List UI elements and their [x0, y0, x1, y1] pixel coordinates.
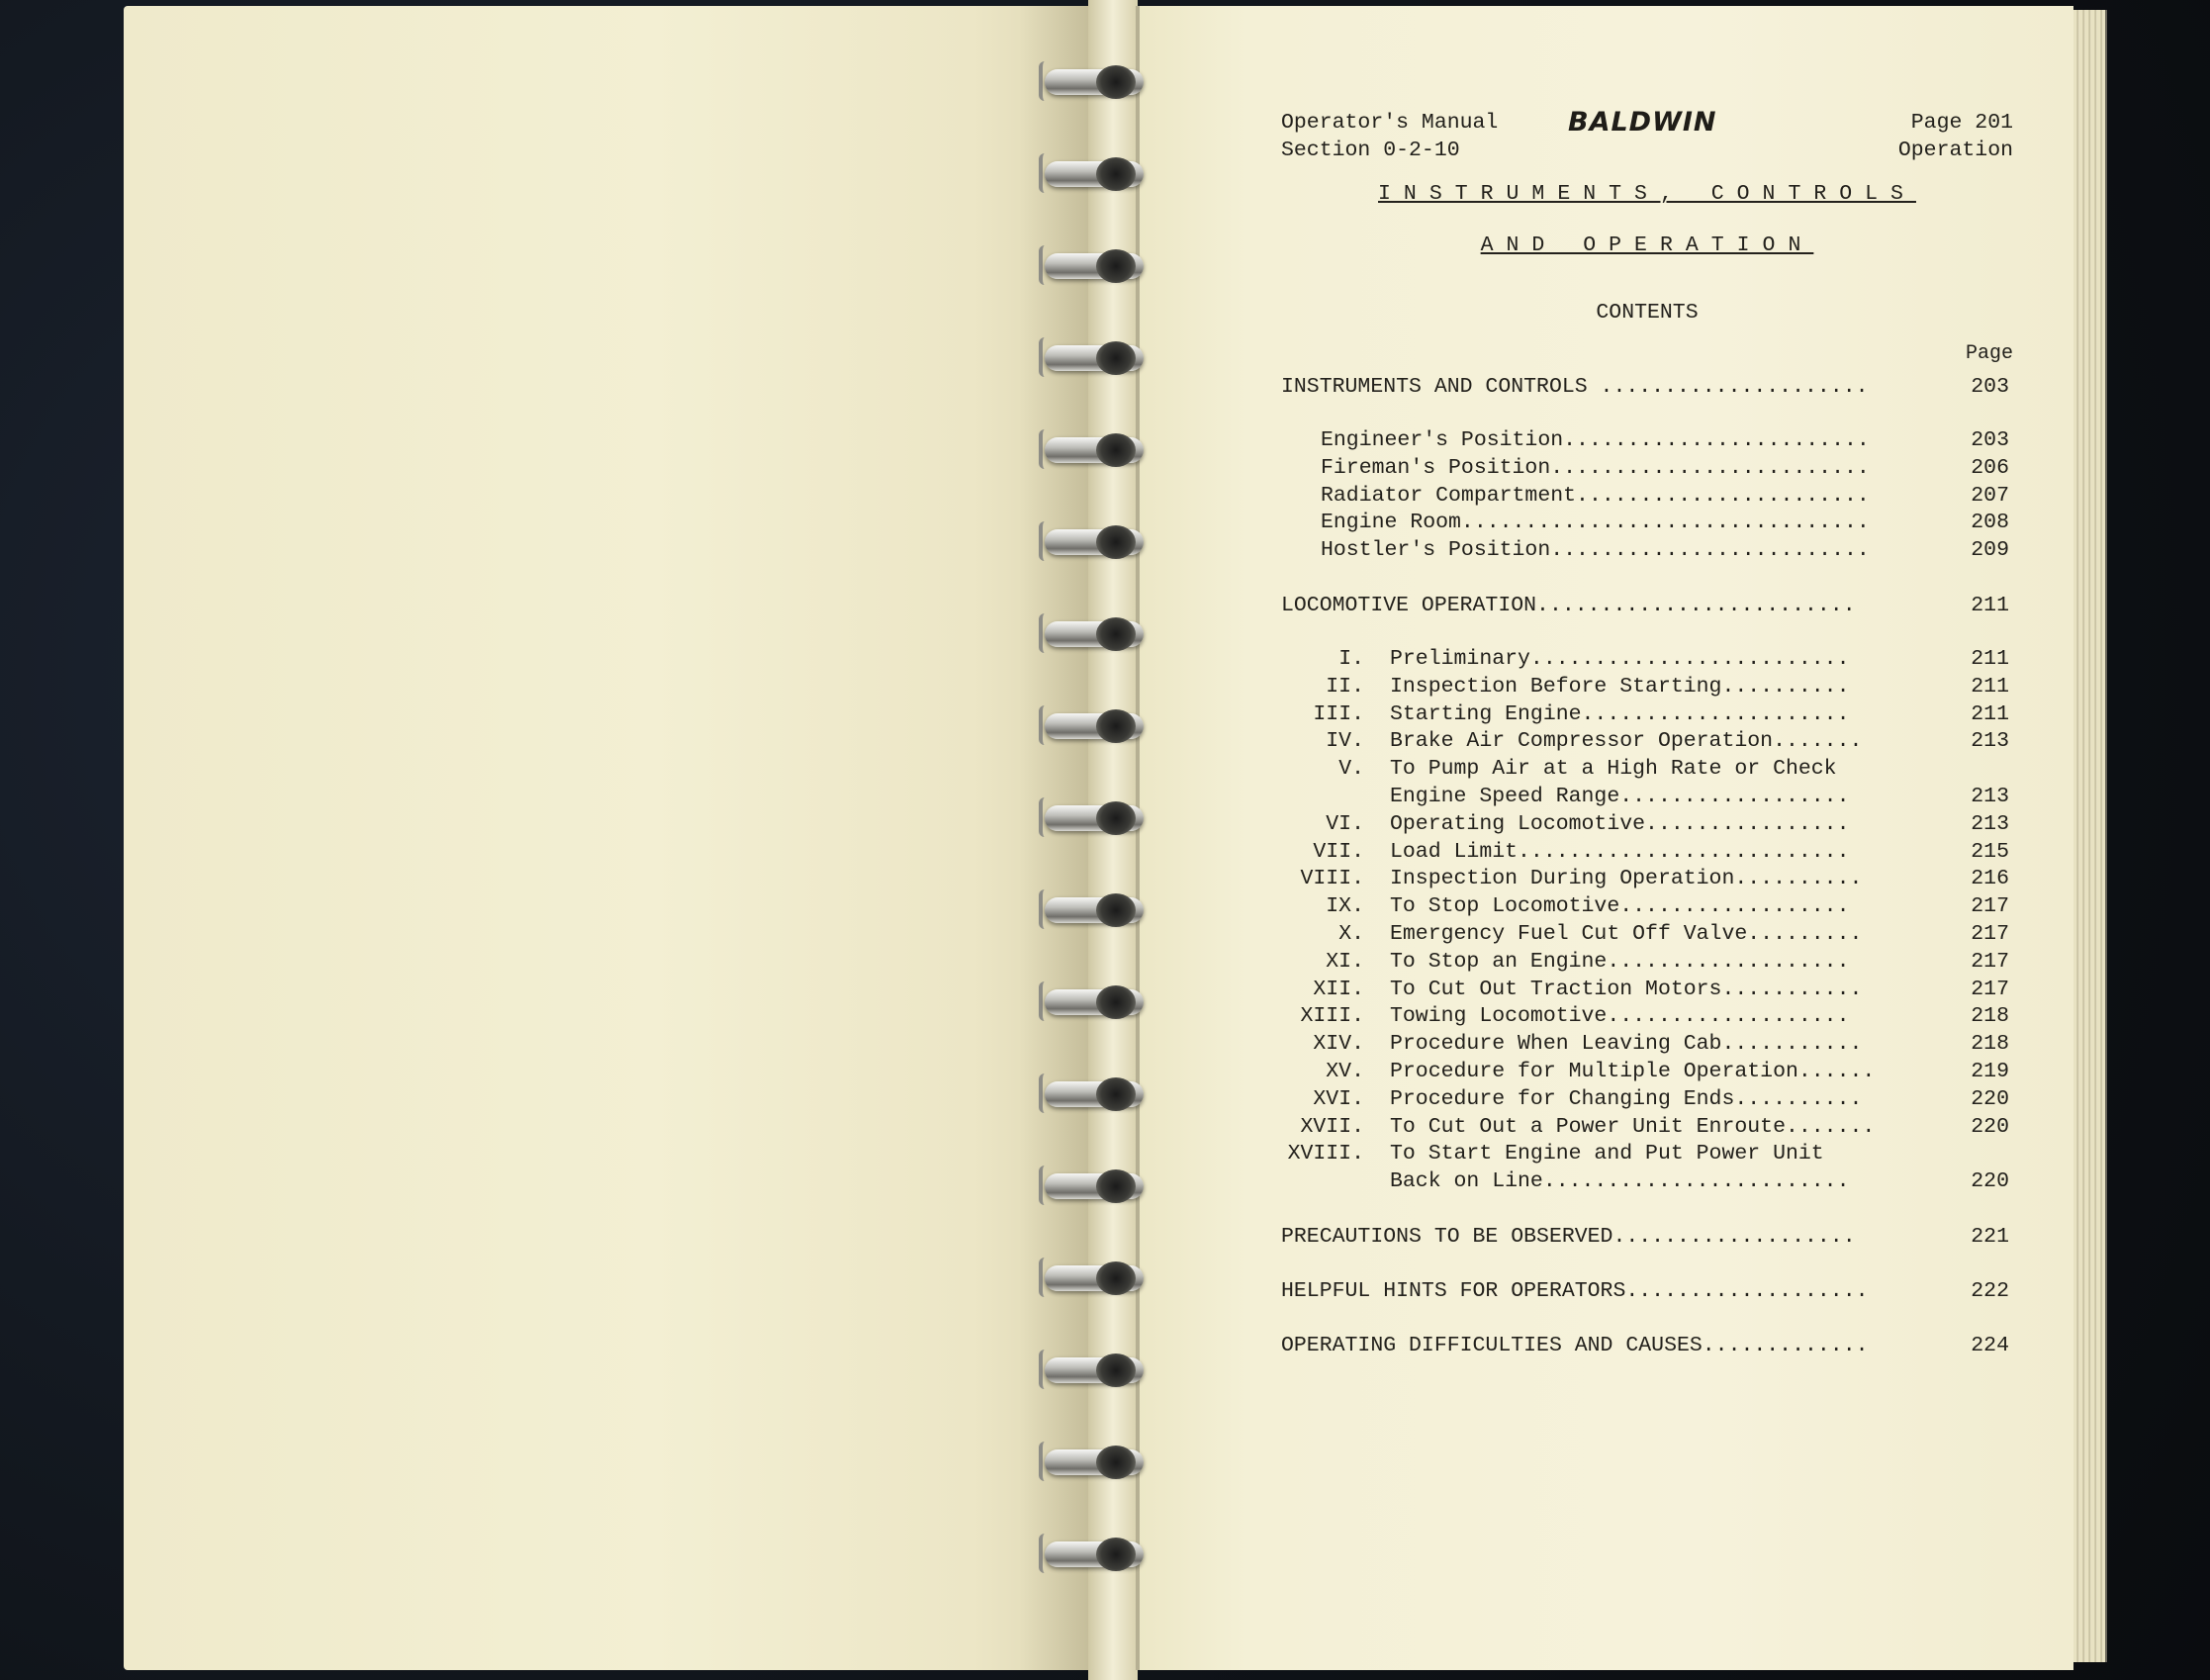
roman-numeral: IX. — [1326, 894, 1364, 919]
toc-entry-text: To Start Engine and Put Power Unit — [1390, 1142, 1824, 1167]
toc-entry[interactable] — [1281, 977, 2013, 1004]
toc-entry[interactable] — [1281, 510, 2013, 537]
roman-numeral: I. — [1338, 646, 1364, 671]
toc-page-ref: 207 — [1971, 483, 2009, 508]
roman-numeral: XIII. — [1300, 1004, 1364, 1029]
roman-numeral: II. — [1326, 674, 1364, 699]
toc-entry[interactable] — [1281, 921, 2013, 949]
toc-page-ref — [1940, 1141, 2013, 1168]
toc-page-ref: 224 — [1971, 1333, 2009, 1357]
toc-page-ref: 221 — [1971, 1224, 2009, 1249]
spiral-coil — [1037, 1348, 1155, 1393]
toc-page-ref: 203 — [1971, 428, 2009, 452]
toc-entry[interactable] — [1281, 455, 2013, 483]
toc-heading-text: HELPFUL HINTS FOR OPERATORS................... — [1281, 1278, 1869, 1303]
toc-page-ref: 217 — [1971, 921, 2009, 946]
toc-entry[interactable] — [1281, 784, 2013, 811]
page-stack-edges — [2073, 10, 2107, 1662]
toc-entry[interactable] — [1281, 1141, 2013, 1168]
spiral-coil — [1037, 1164, 1155, 1209]
toc-page-ref: 211 — [1971, 646, 2009, 671]
page-column-label: Page — [1965, 342, 2013, 365]
toc-entry[interactable] — [1281, 728, 2013, 756]
toc-heading-precautions[interactable] — [1281, 1223, 2013, 1251]
spiral-coil — [1037, 335, 1155, 381]
toc-entry[interactable] — [1281, 949, 2013, 977]
toc-page-ref: 213 — [1971, 729, 2009, 754]
spiral-coil — [1037, 59, 1155, 105]
toc-heading-instruments[interactable] — [1281, 373, 2013, 401]
toc-page-ref: 211 — [1971, 674, 2009, 699]
toc-entry[interactable] — [1281, 839, 2013, 867]
toc-entry[interactable] — [1281, 427, 2013, 455]
toc-entry-text: Inspection Before Starting.......... — [1390, 674, 1850, 699]
instruments-list — [1281, 427, 2013, 565]
spiral-coil — [1037, 795, 1155, 841]
toc-page-content — [1281, 109, 2013, 1359]
roman-numeral: XII. — [1313, 977, 1364, 1001]
toc-entry[interactable] — [1281, 811, 2013, 839]
roman-numeral: VI. — [1326, 811, 1364, 836]
toc-entry-text: To Cut Out a Power Unit Enroute....... — [1390, 1114, 1876, 1139]
spiral-coil — [1037, 427, 1155, 473]
roman-numeral: XVII. — [1300, 1114, 1364, 1139]
toc-entry-text: Procedure for Changing Ends.......... — [1390, 1086, 1863, 1111]
toc-heading-hints[interactable] — [1281, 1277, 2013, 1305]
spiral-coil — [1037, 1532, 1155, 1577]
spiral-coil — [1037, 1256, 1155, 1301]
toc-page-ref: 215 — [1971, 839, 2009, 864]
toc-page-ref: 209 — [1971, 538, 2009, 563]
toc-entry[interactable] — [1281, 893, 2013, 921]
spiral-coil — [1037, 1072, 1155, 1117]
toc-entry-text: Back on Line........................ — [1390, 1169, 1850, 1194]
toc-entry[interactable] — [1281, 1031, 2013, 1059]
roman-numeral: IV. — [1326, 729, 1364, 754]
spiral-coil — [1037, 703, 1155, 749]
toc-entry-text: Procedure When Leaving Cab........... — [1390, 1032, 1863, 1057]
spiral-binding — [1037, 59, 1155, 1623]
toc-entry[interactable] — [1281, 674, 2013, 701]
toc-heading-difficulties[interactable] — [1281, 1332, 2013, 1359]
toc-heading-text: PRECAUTIONS TO BE OBSERVED................... — [1281, 1224, 1856, 1249]
roman-numeral — [1281, 1168, 1390, 1196]
toc-entry-text: Load Limit.......................... — [1390, 839, 1850, 864]
toc-page-ref: 206 — [1971, 455, 2009, 480]
toc-page-ref: 220 — [1971, 1169, 2009, 1194]
operation-list — [1281, 646, 2013, 1196]
spiral-coil — [1037, 980, 1155, 1025]
roman-numeral: X. — [1338, 921, 1364, 946]
spiral-coil — [1037, 887, 1155, 933]
toc-entry-text: Engine Speed Range.................. — [1390, 784, 1850, 808]
contents-heading: CONTENTS — [1596, 301, 1699, 325]
toc-heading-operation[interactable] — [1281, 592, 2013, 619]
toc-entry-text: Preliminary......................... — [1390, 646, 1850, 671]
roman-numeral: V. — [1338, 757, 1364, 782]
toc-entry-text: Towing Locomotive................... — [1390, 1004, 1850, 1029]
toc-page-ref: 217 — [1971, 894, 2009, 919]
roman-numeral: XVI. — [1313, 1086, 1364, 1111]
toc-page-ref: 213 — [1971, 811, 2009, 836]
toc-entry-text: Brake Air Compressor Operation....... — [1390, 729, 1863, 754]
left-blank-page — [124, 6, 1088, 1670]
toc-page-ref: 203 — [1971, 375, 2009, 399]
toc-entry-text: Engine Room................................ — [1321, 511, 1870, 535]
toc-entry-text: To Pump Air at a High Rate or Check — [1390, 757, 1837, 782]
page-title-line-2: AND OPERATION — [1480, 233, 1814, 257]
roman-numeral: XIV. — [1313, 1032, 1364, 1057]
roman-numeral: XI. — [1326, 949, 1364, 974]
toc-entry[interactable] — [1281, 1168, 2013, 1196]
page-number: Page 201 — [1910, 111, 2013, 135]
toc-entry[interactable] — [1281, 483, 2013, 511]
toc-heading-text: LOCOMOTIVE OPERATION......................... — [1281, 593, 1856, 617]
toc-entry-text: Emergency Fuel Cut Off Valve......... — [1390, 921, 1863, 946]
toc-entry[interactable] — [1281, 646, 2013, 674]
toc-page-ref: 218 — [1971, 1032, 2009, 1057]
toc-page-ref: 218 — [1971, 1004, 2009, 1029]
toc-page-ref: 217 — [1971, 949, 2009, 974]
toc-entry[interactable] — [1281, 1114, 2013, 1142]
toc-page-ref: 216 — [1971, 867, 2009, 891]
toc-entry[interactable] — [1281, 1059, 2013, 1086]
toc-entry[interactable] — [1281, 1003, 2013, 1031]
toc-entry[interactable] — [1281, 1086, 2013, 1114]
spiral-coil — [1037, 1440, 1155, 1485]
toc-entry-text: Fireman's Position......................... — [1321, 455, 1870, 480]
toc-page-ref: 220 — [1971, 1114, 2009, 1139]
toc-entry-text: To Cut Out Traction Motors........... — [1390, 977, 1863, 1001]
toc-page-ref: 211 — [1971, 593, 2009, 617]
toc-entry-text: Operating Locomotive................ — [1390, 811, 1850, 836]
roman-numeral: XV. — [1326, 1059, 1364, 1083]
page-header — [1281, 109, 2013, 168]
spiral-coil — [1037, 151, 1155, 197]
toc-page-ref: 219 — [1971, 1059, 2009, 1083]
roman-numeral: VIII. — [1300, 867, 1364, 891]
toc-entry-text: Procedure for Multiple Operation...... — [1390, 1059, 1876, 1083]
toc-entry[interactable] — [1281, 756, 2013, 784]
roman-numeral: XVIII. — [1287, 1142, 1364, 1167]
toc-page-ref: 222 — [1971, 1278, 2009, 1303]
toc-entry[interactable] — [1281, 866, 2013, 893]
toc-page-ref: 208 — [1971, 511, 2009, 535]
header-right — [1898, 109, 2013, 164]
spiral-coil — [1037, 611, 1155, 657]
toc-entry-text: Starting Engine..................... — [1390, 701, 1850, 726]
toc-heading-text: OPERATING DIFFICULTIES AND CAUSES............. — [1281, 1333, 1869, 1357]
toc-entry-text: Hostler's Position......................... — [1321, 538, 1870, 563]
toc-entry-text: Radiator Compartment....................... — [1321, 483, 1870, 508]
spiral-coil — [1037, 243, 1155, 289]
page-category: Operation — [1897, 139, 2013, 162]
header-left — [1281, 109, 1498, 164]
table-of-contents — [1281, 373, 2013, 1359]
toc-entry-text: To Stop an Engine................... — [1390, 949, 1850, 974]
toc-entry[interactable] — [1281, 701, 2013, 729]
page-title-line-1: INSTRUMENTS, CONTROLS — [1378, 182, 1916, 206]
toc-page-ref: 213 — [1971, 784, 2009, 808]
toc-entry-text: Engineer's Position........................ — [1321, 428, 1870, 452]
roman-numeral — [1281, 784, 1390, 811]
section-number: Section 0-2-10 — [1281, 139, 1460, 162]
toc-page-ref: 217 — [1971, 977, 2009, 1001]
toc-entry-text: Inspection During Operation.......... — [1390, 867, 1863, 891]
toc-heading-text: INSTRUMENTS AND CONTROLS ..................... — [1281, 375, 1869, 399]
toc-page-ref: 211 — [1971, 701, 2009, 726]
roman-numeral: VII. — [1313, 839, 1364, 864]
toc-page-ref: 220 — [1971, 1086, 2009, 1111]
spiral-coil — [1037, 519, 1155, 565]
roman-numeral: III. — [1313, 701, 1364, 726]
manual-title: Operator's Manual — [1281, 111, 1499, 135]
toc-entry-text: To Stop Locomotive.................. — [1390, 894, 1850, 919]
brand-logo: BALDWIN — [1568, 107, 1717, 138]
toc-page-ref — [1940, 756, 2013, 784]
toc-entry[interactable] — [1281, 537, 2013, 565]
